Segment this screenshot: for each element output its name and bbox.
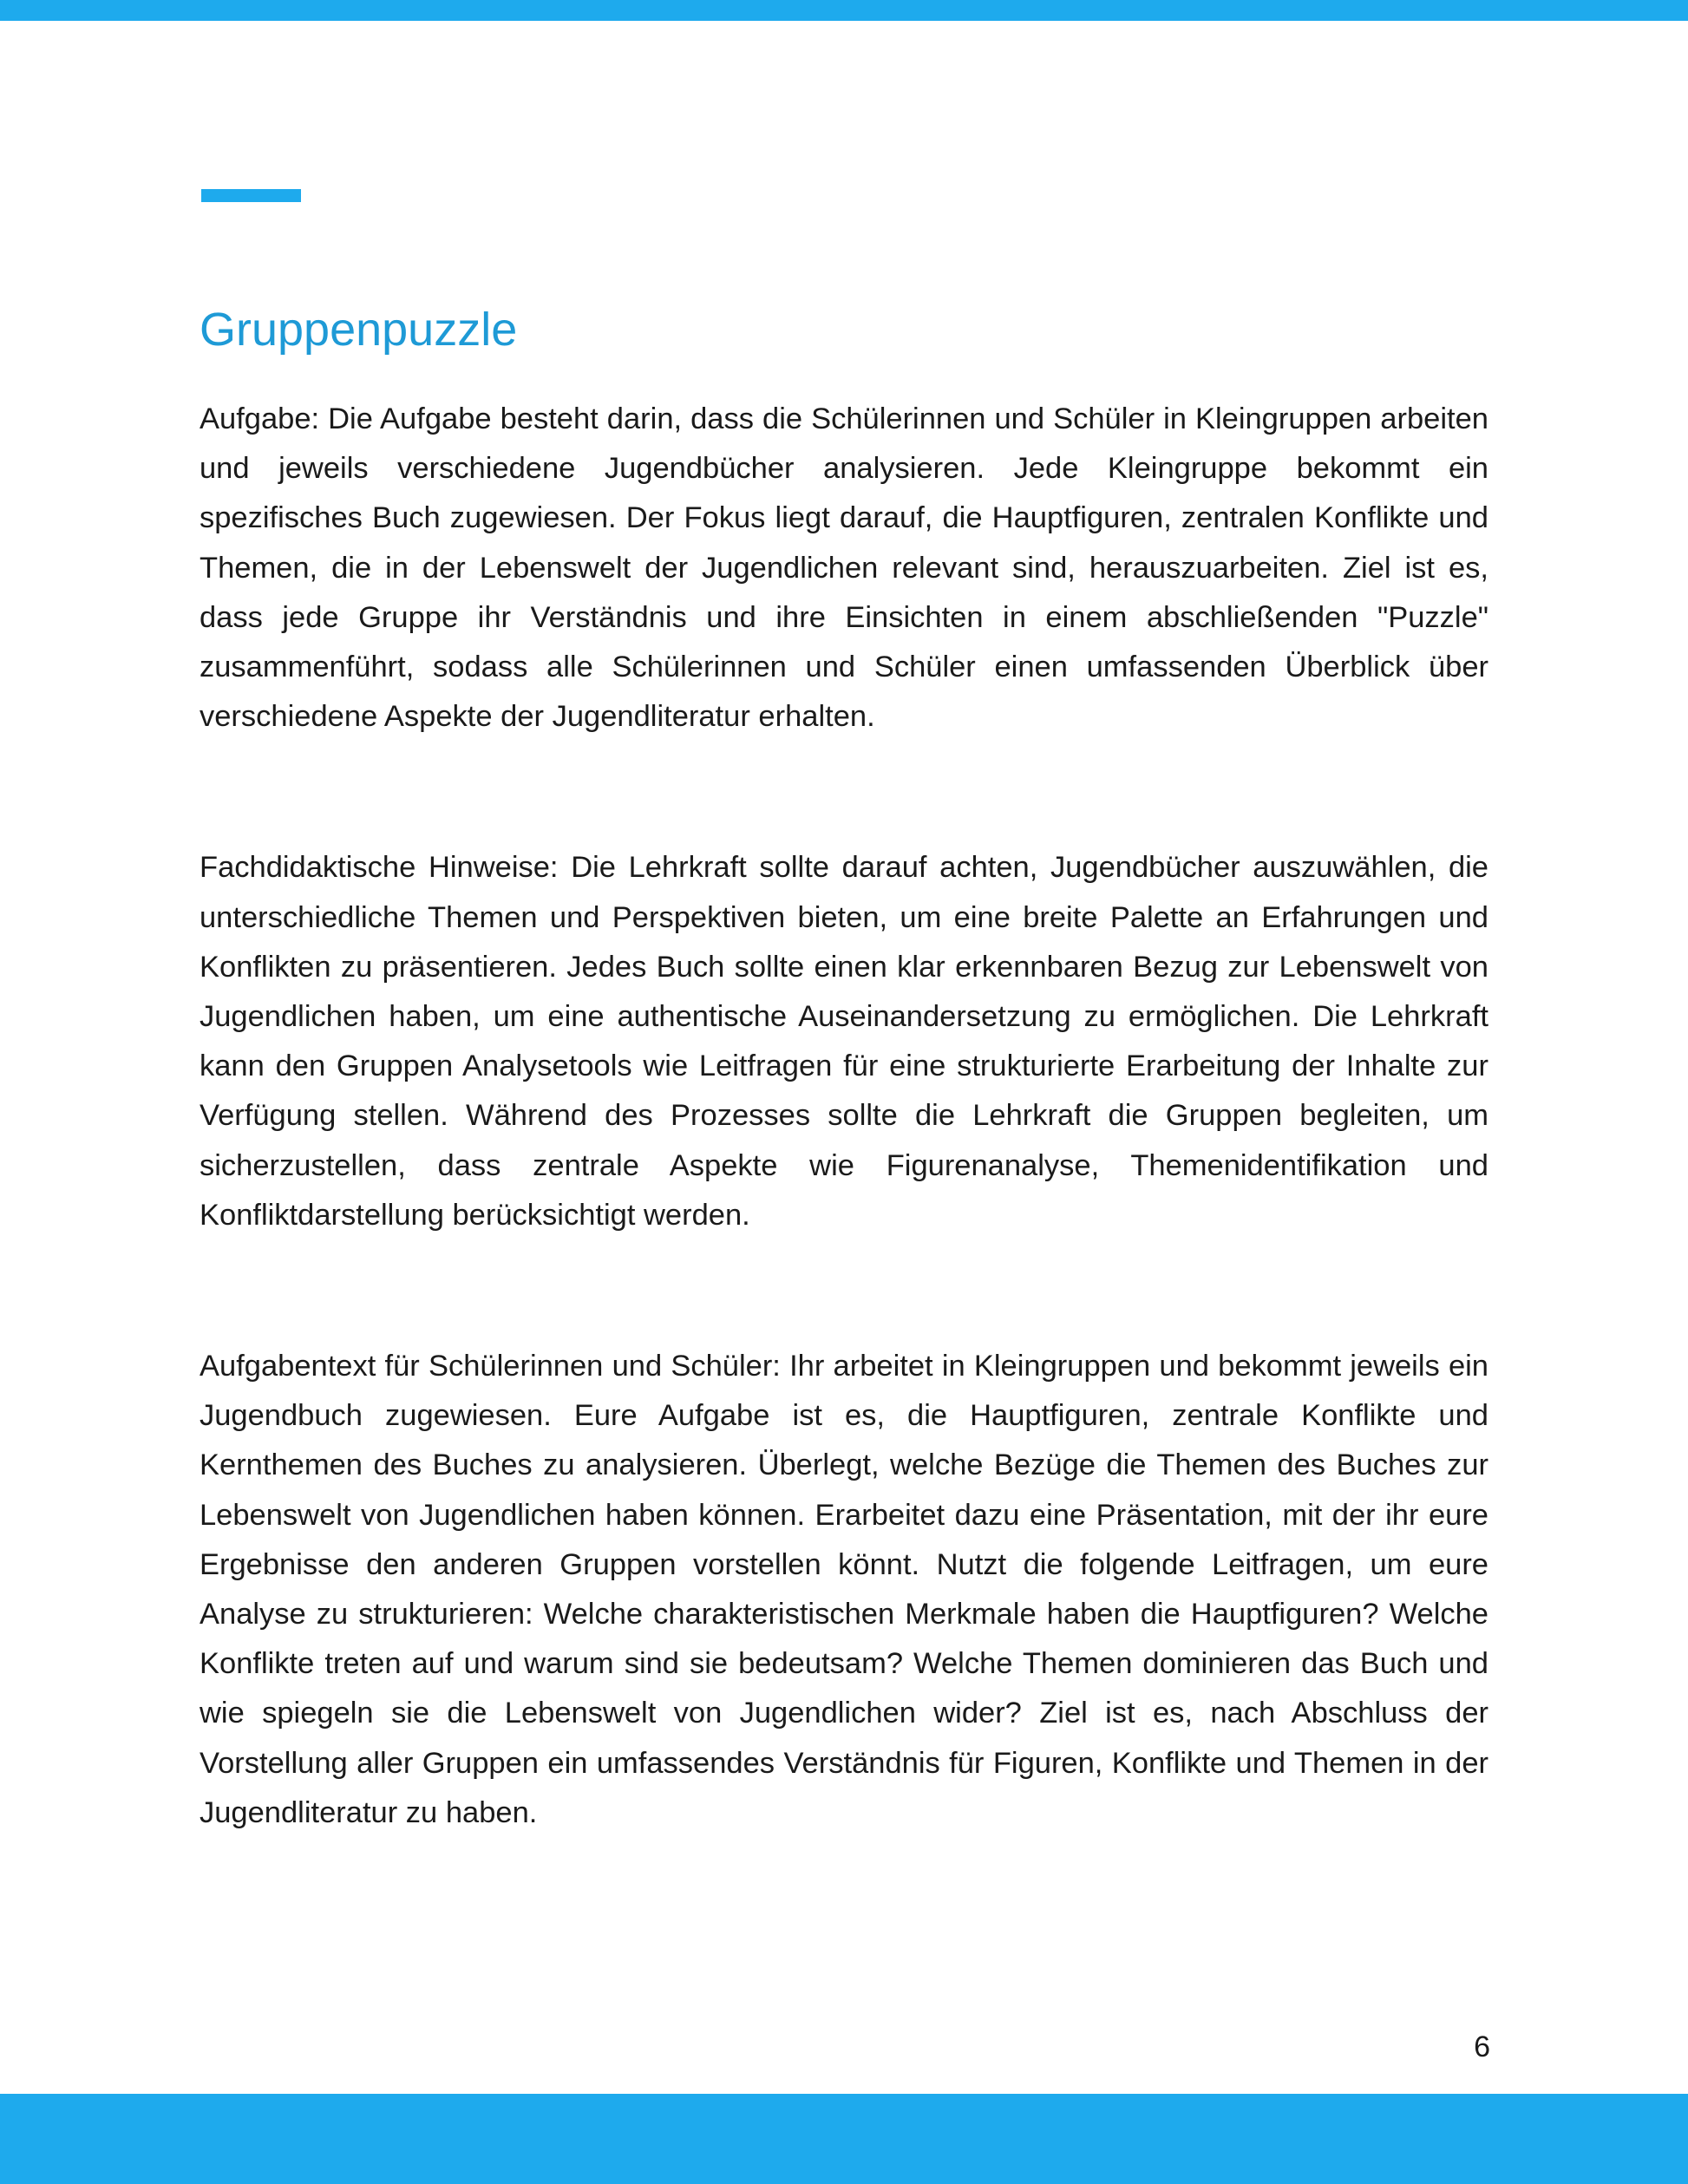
paragraph-fachdidaktische-hinweise: Fachdidaktische Hinweise: Die Lehrkraft sollte darauf achten, Jugendbücher auszuwählen, die unterschiedliche Themen und Perspektiven bieten, um eine breite Palette an Erfahrungen und Konflikten zu präsentieren. Jedes Buch sollte einen klar erkennbaren Bezug zur Lebenswelt von Jugendlichen haben, um eine authentische Auseinandersetzung zu ermöglichen. Die Lehrkraft kann den Gruppen Analysetools wie Leitfragen für eine strukturierte Erarbeitung der Inhalte zur Verfügung stellen. Während des Prozesses sollte die Lehrkraft die Gruppen begleiten, um sicherzustellen, dass zentrale Aspekte wie Figurenanalyse, Themenidentifikation und Konfliktdarstellung berücksichtigt werden. (200, 851, 1488, 1232)
paragraph-aufgabe: Aufgabe: Die Aufgabe besteht darin, dass die Schülerinnen und Schüler in Kleingruppen arbeiten und jeweils verschiedene Jugendbücher analysieren. Jede Kleingruppe bekommt ein spezifisches Buch zugewiesen. Der Fokus liegt darauf, die Hauptfiguren, zentralen Konflikte und Themen, die in der Lebenswelt der Jugendlichen relevant sind, herauszuarbeiten. Ziel ist es, dass jede Gruppe ihr Verständnis und ihre Einsichten in einem abschließenden "Puzzle" zusammenführt, sodass alle Schülerinnen und Schüler einen umfassenden Überblick über verschiedene Aspekte der Jugendliteratur erhalten. (200, 402, 1488, 734)
bottom-accent-bar (0, 2094, 1688, 2184)
page-number: 6 (1474, 2030, 1490, 2063)
page-title: Gruppenpuzzle (200, 304, 518, 356)
paragraph-aufgabentext: Aufgabentext für Schülerinnen und Schüler: Ihr arbeitet in Kleingruppen und bekommt jeweils ein Jugendbuch zugewiesen. Eure Aufgabe ist es, die Hauptfiguren, zentrale Konflikte und Kernthemen des Buches zu analysieren. Überlegt, welche Bezüge die Themen des Buches zur Lebenswelt von Jugendlichen haben können. Erarbeitet dazu eine Präsentation, mit der ihr eure Ergebnisse den anderen Gruppen vorstellen könnt. Nutzt die folgende Leitfragen, um eure Analyse zu strukturieren: Welche charakteristischen Merkmale haben die Hauptfiguren? Welche Konflikte treten auf und warum sind sie bedeutsam? Welche Themen dominieren das Buch und wie spiegeln sie die Lebenswelt von Jugendlichen wider? Ziel ist es, nach Abschluss der Vorstellung aller Gruppen ein umfassendes Verständnis für Figuren, Konflikte und Themen in der Jugendliteratur zu haben. (200, 1350, 1488, 1829)
body-text (200, 395, 1488, 1838)
title-accent-dash (201, 189, 301, 202)
top-accent-bar (0, 0, 1688, 21)
